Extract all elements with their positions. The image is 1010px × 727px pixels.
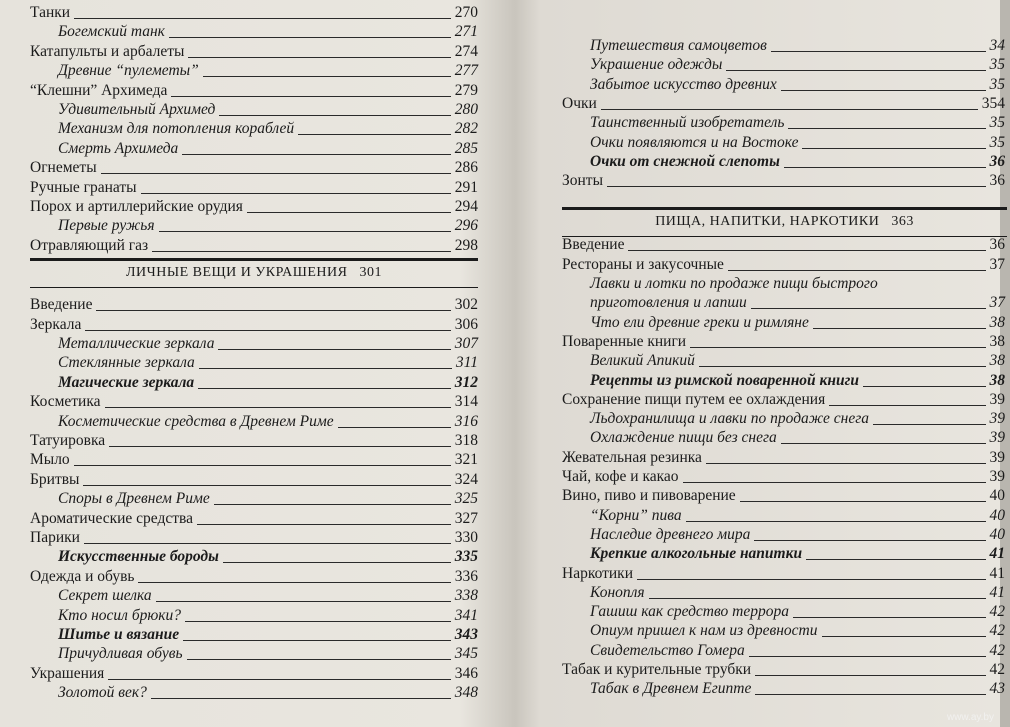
leader-line bbox=[105, 407, 451, 408]
leader-line bbox=[109, 446, 451, 447]
toc-entry-title: Забытое искусство древних bbox=[590, 75, 777, 93]
toc-entry-page: 285 bbox=[454, 139, 478, 157]
leader-line bbox=[197, 524, 451, 525]
leader-line bbox=[683, 482, 986, 483]
leader-line bbox=[338, 427, 451, 428]
leader-line bbox=[214, 504, 451, 505]
toc-entry bbox=[562, 254, 1005, 274]
section-title: ЛИЧНЫЕ ВЕЩИ И УКРАШЕНИЯ bbox=[126, 265, 348, 280]
toc-entry-page: 43 bbox=[989, 680, 1005, 698]
toc-entry-page: 318 bbox=[454, 432, 478, 449]
toc-entry-page: 280 bbox=[454, 101, 478, 118]
toc-entry-title: Украшение одежды bbox=[590, 56, 723, 74]
leader-line bbox=[159, 231, 451, 232]
toc-entry-title: Отравляющий газ bbox=[30, 236, 149, 254]
toc-entry bbox=[30, 2, 478, 22]
toc-entry-page: 35 bbox=[989, 133, 1005, 151]
leader-line bbox=[754, 540, 985, 541]
toc-entry-title: Таинственный изобретатель bbox=[590, 114, 785, 132]
leader-line bbox=[183, 640, 451, 641]
toc-entry-title: Лавки и лотки по продаже пищи быстрого bbox=[590, 275, 878, 292]
toc-entry-title: Введение bbox=[30, 296, 93, 314]
toc-entry-page: 346 bbox=[454, 664, 478, 682]
toc-entry-page: 42 bbox=[989, 661, 1005, 678]
toc-entry-title: Очки от снежной слепоты bbox=[590, 152, 780, 170]
toc-entry-title: Очки появляются и на Востоке bbox=[590, 133, 799, 151]
toc-entry bbox=[590, 427, 1005, 447]
toc-entry bbox=[590, 524, 1005, 544]
toc-entry-page: 42 bbox=[989, 603, 1005, 621]
toc-entry-page: 39 bbox=[989, 448, 1005, 466]
toc-entry-page: 42 bbox=[989, 622, 1005, 640]
toc-entry-title: Магические зеркала bbox=[58, 373, 195, 391]
leader-line bbox=[108, 679, 450, 680]
toc-entry-page: 39 bbox=[989, 468, 1005, 485]
toc-entry bbox=[30, 80, 478, 100]
toc-entry-title: приготовления и лапши bbox=[590, 294, 747, 312]
leader-line bbox=[188, 57, 450, 58]
toc-entry-title: Косметика bbox=[30, 393, 101, 411]
toc-entry bbox=[30, 527, 478, 547]
toc-entry-page: 36 bbox=[989, 236, 1005, 254]
toc-entry bbox=[590, 273, 1005, 293]
toc-entry bbox=[590, 370, 1005, 390]
toc-entry-title: Поваренные книги bbox=[562, 332, 687, 350]
toc-entry bbox=[590, 54, 1005, 74]
leader-line bbox=[101, 173, 451, 174]
toc-entry bbox=[590, 151, 1005, 171]
toc-entry bbox=[562, 659, 1005, 679]
heading-rule-bottom bbox=[30, 287, 478, 288]
leader-line bbox=[802, 148, 985, 149]
toc-entry-title: Бритвы bbox=[30, 470, 80, 488]
toc-entry-title: Введение bbox=[562, 236, 625, 254]
toc-entry-title: Стеклянные зеркала bbox=[58, 354, 195, 372]
toc-entry bbox=[58, 21, 478, 41]
toc-entry bbox=[590, 640, 1005, 660]
leader-line bbox=[198, 388, 451, 389]
toc-entry-title: Что ели древние греки и римляне bbox=[590, 313, 809, 331]
leader-line bbox=[637, 579, 985, 580]
leader-line bbox=[84, 543, 451, 544]
toc-entry-title: Кто носил брюки? bbox=[58, 606, 182, 624]
leader-line bbox=[771, 51, 986, 52]
leader-line bbox=[706, 463, 986, 464]
toc-entry bbox=[562, 563, 1005, 583]
right-toc-list bbox=[540, 0, 1010, 727]
leader-line bbox=[151, 698, 451, 699]
leader-line bbox=[751, 308, 986, 309]
leader-line bbox=[755, 675, 985, 676]
toc-entry bbox=[562, 389, 1005, 409]
toc-entry-page: 277 bbox=[454, 62, 478, 80]
toc-entry bbox=[562, 485, 1005, 505]
toc-entry bbox=[562, 447, 1005, 467]
toc-entry-page: 41 bbox=[989, 545, 1005, 563]
leader-line bbox=[298, 134, 451, 135]
toc-entry-title: Смерть Архимеда bbox=[58, 139, 179, 157]
watermark: www.ay.by bbox=[946, 712, 994, 723]
toc-entry bbox=[590, 74, 1005, 94]
leader-line bbox=[83, 485, 450, 486]
toc-entry-page: 291 bbox=[454, 178, 478, 196]
leader-line bbox=[219, 115, 450, 116]
toc-entry bbox=[58, 372, 478, 392]
toc-entry-title: “Клешни” Архимеда bbox=[30, 81, 168, 99]
toc-entry-page: 41 bbox=[989, 564, 1005, 582]
toc-entry-page: 40 bbox=[989, 487, 1005, 505]
leader-line bbox=[628, 250, 985, 251]
toc-entry-page: 345 bbox=[454, 645, 478, 663]
toc-entry-page: 341 bbox=[454, 606, 478, 624]
leader-line bbox=[85, 330, 450, 331]
toc-entry-page: 38 bbox=[989, 352, 1005, 370]
toc-entry-page: 41 bbox=[989, 583, 1005, 601]
toc-entry-title: Секрет шелка bbox=[58, 587, 152, 605]
toc-entry-title: Табак и курительные трубки bbox=[562, 661, 752, 678]
leader-line bbox=[726, 70, 985, 71]
toc-entry bbox=[30, 508, 478, 528]
toc-entry-title: Золотой век? bbox=[58, 684, 147, 702]
leader-line bbox=[247, 212, 451, 213]
toc-entry-title: Наследие древнего мира bbox=[590, 525, 751, 543]
toc-entry-title: Ручные гранаты bbox=[30, 178, 137, 196]
toc-entry-page: 321 bbox=[454, 451, 478, 469]
toc-entry bbox=[58, 99, 478, 119]
toc-entry bbox=[30, 449, 478, 469]
toc-entry-page: 35 bbox=[989, 75, 1005, 93]
leader-line bbox=[96, 310, 450, 311]
toc-entry-page: 40 bbox=[989, 525, 1005, 543]
toc-entry-page: 282 bbox=[454, 120, 478, 138]
toc-entry-title: Охлаждение пищи без снега bbox=[590, 429, 777, 447]
toc-entry bbox=[30, 430, 478, 450]
toc-entry-title: Металлические зеркала bbox=[58, 335, 215, 352]
leader-line bbox=[649, 598, 986, 599]
toc-entry bbox=[590, 582, 1005, 602]
toc-entry bbox=[58, 682, 478, 702]
toc-entry-page: 279 bbox=[454, 81, 478, 99]
toc-entry-page: 330 bbox=[454, 529, 478, 546]
toc-entry-page: 39 bbox=[989, 429, 1005, 447]
toc-entry-title: Наркотики bbox=[562, 564, 634, 582]
leader-line bbox=[171, 96, 450, 97]
toc-entry-page: 324 bbox=[454, 470, 478, 488]
toc-entry bbox=[58, 411, 478, 431]
toc-entry-title: Одежда и обувь bbox=[30, 567, 135, 585]
toc-entry-title: Рестораны и закусочные bbox=[562, 255, 724, 273]
toc-entry bbox=[590, 505, 1005, 525]
toc-entry-title: Древние “пулеметы” bbox=[58, 62, 199, 80]
leader-line bbox=[755, 694, 985, 695]
toc-entry bbox=[590, 678, 1005, 698]
toc-entry bbox=[58, 585, 478, 605]
toc-entry bbox=[58, 352, 478, 372]
toc-entry-page: 271 bbox=[454, 23, 478, 41]
leader-line bbox=[601, 109, 978, 110]
toc-entry bbox=[30, 41, 478, 61]
toc-entry-page: 294 bbox=[454, 198, 478, 215]
toc-entry-title: Первые ружья bbox=[58, 217, 155, 235]
toc-entry bbox=[58, 118, 478, 138]
toc-entry-title: Путешествия самоцветов bbox=[590, 37, 767, 54]
toc-entry-title: Ароматические средства bbox=[30, 509, 194, 527]
toc-entry bbox=[58, 138, 478, 158]
toc-entry-page: 298 bbox=[454, 236, 478, 254]
toc-entry-page: 38 bbox=[989, 371, 1005, 389]
toc-entry-title: Причудливая обувь bbox=[58, 645, 183, 663]
toc-entry-title: “Корни” пива bbox=[590, 506, 682, 524]
toc-entry bbox=[562, 234, 1005, 254]
toc-entry-page: 316 bbox=[454, 412, 478, 430]
toc-entry bbox=[590, 620, 1005, 640]
toc-entry-page: 35 bbox=[989, 56, 1005, 74]
toc-entry bbox=[30, 196, 478, 216]
section-page: 363 bbox=[891, 214, 914, 229]
toc-entry-page: 343 bbox=[454, 626, 478, 643]
leader-line bbox=[187, 659, 451, 660]
toc-entry-title: Удивительный Архимед bbox=[58, 101, 216, 118]
toc-entry bbox=[562, 466, 1005, 486]
leader-line bbox=[806, 559, 985, 560]
toc-entry bbox=[58, 605, 478, 625]
leader-line bbox=[781, 90, 986, 91]
leader-line bbox=[182, 154, 450, 155]
leader-line bbox=[199, 368, 452, 369]
toc-entry-title: Великий Апикий bbox=[590, 352, 695, 370]
toc-entry-page: 336 bbox=[454, 567, 478, 585]
section-heading-right bbox=[562, 207, 1007, 237]
toc-entry bbox=[562, 331, 1005, 351]
toc-entry-title: Зеркала bbox=[30, 315, 82, 333]
toc-entry-title: Украшения bbox=[30, 664, 105, 682]
toc-entry bbox=[590, 292, 1005, 312]
toc-entry-title: Жевательная резинка bbox=[562, 448, 702, 466]
leader-line bbox=[728, 270, 986, 271]
toc-entry-page: 306 bbox=[454, 315, 478, 333]
toc-entry bbox=[30, 566, 478, 586]
leader-line bbox=[141, 193, 451, 194]
toc-entry-page: 36 bbox=[989, 152, 1005, 170]
toc-entry-page: 36 bbox=[989, 172, 1005, 190]
toc-entry-page: 338 bbox=[454, 587, 478, 605]
leader-line bbox=[749, 656, 986, 657]
leader-line bbox=[74, 465, 451, 466]
leader-line bbox=[223, 562, 451, 563]
section-title: ПИЩА, НАПИТКИ, НАРКОТИКИ bbox=[655, 214, 880, 229]
toc-entry-page: 296 bbox=[454, 217, 478, 235]
leader-line bbox=[169, 37, 451, 38]
toc-entry bbox=[58, 624, 478, 644]
toc-entry-page: 42 bbox=[989, 641, 1005, 659]
leader-line bbox=[784, 167, 986, 168]
toc-entry bbox=[58, 333, 478, 353]
leader-line bbox=[203, 76, 451, 77]
toc-entry-title: Табак в Древнем Египте bbox=[590, 680, 752, 698]
leader-line bbox=[793, 617, 986, 618]
toc-entry bbox=[562, 170, 1005, 190]
toc-entry-title: Опиум пришел к нам из древности bbox=[590, 622, 818, 640]
toc-entry-title: Мыло bbox=[30, 451, 70, 469]
toc-entry bbox=[562, 93, 1005, 113]
toc-entry-title: Огнеметы bbox=[30, 159, 97, 177]
toc-entry bbox=[590, 601, 1005, 621]
toc-entry-title: Сохранение пищи путем ее охлаждения bbox=[562, 390, 826, 408]
leader-line bbox=[185, 621, 451, 622]
toc-entry-title: Конопля bbox=[590, 583, 645, 601]
toc-entry-title: Механизм для потопления кораблей bbox=[58, 120, 295, 138]
heading-rule-bottom bbox=[562, 236, 1007, 237]
toc-entry bbox=[30, 391, 478, 411]
heading-rule-top bbox=[30, 258, 478, 261]
toc-entry-page: 35 bbox=[989, 114, 1005, 132]
toc-entry bbox=[30, 663, 478, 683]
toc-entry-page: 38 bbox=[989, 313, 1005, 331]
heading-rule-top bbox=[562, 207, 1007, 210]
leader-line bbox=[152, 251, 451, 252]
toc-entry bbox=[58, 643, 478, 663]
toc-entry-title: Чай, кофе и какао bbox=[562, 468, 679, 485]
toc-entry-title: Споры в Древнем Риме bbox=[58, 490, 210, 508]
toc-entry-page: 37 bbox=[989, 294, 1005, 312]
toc-entry-title: Крепкие алкогольные напитки bbox=[590, 545, 803, 563]
leader-line bbox=[740, 501, 986, 502]
toc-entry-page: 37 bbox=[989, 255, 1005, 273]
toc-entry-title: Порох и артиллерийские орудия bbox=[30, 198, 243, 215]
toc-entry-page: 286 bbox=[454, 159, 478, 177]
toc-entry bbox=[30, 235, 478, 255]
toc-entry-page: 34 bbox=[989, 37, 1005, 54]
toc-entry-page: 311 bbox=[455, 354, 478, 372]
toc-entry-title: Косметические средства в Древнем Риме bbox=[58, 412, 334, 430]
toc-entry-page: 38 bbox=[989, 332, 1005, 350]
toc-entry-page: 302 bbox=[454, 296, 478, 314]
leader-line bbox=[74, 18, 451, 19]
toc-entry-title: Танки bbox=[30, 4, 71, 21]
toc-entry bbox=[590, 112, 1005, 132]
toc-entry-title: Рецепты из римской поваренной книги bbox=[590, 371, 859, 389]
section-heading-left bbox=[30, 258, 478, 288]
section-page: 301 bbox=[359, 265, 382, 280]
toc-entry-page: 348 bbox=[454, 684, 478, 702]
toc-entry-page: 274 bbox=[454, 42, 478, 60]
toc-entry-page: 270 bbox=[454, 4, 478, 21]
leader-line bbox=[813, 328, 986, 329]
toc-entry-title: Парики bbox=[30, 529, 80, 546]
leader-line bbox=[138, 582, 450, 583]
toc-entry bbox=[58, 215, 478, 235]
toc-entry-page: 307 bbox=[454, 335, 478, 352]
toc-entry-page: 312 bbox=[454, 373, 478, 391]
toc-entry-title: Очки bbox=[562, 94, 597, 112]
toc-entry bbox=[58, 488, 478, 508]
toc-entry bbox=[590, 132, 1005, 152]
leader-line bbox=[156, 601, 451, 602]
toc-entry-title: Зонты bbox=[562, 172, 603, 190]
toc-entry bbox=[590, 350, 1005, 370]
leader-line bbox=[699, 366, 986, 367]
toc-entry-page: 325 bbox=[454, 490, 478, 508]
toc-entry-title: Гашиш как средство террора bbox=[590, 603, 789, 621]
toc-entry bbox=[58, 546, 478, 566]
toc-entry-page: 39 bbox=[989, 390, 1005, 408]
toc-entry-page: 40 bbox=[989, 506, 1005, 524]
toc-entry bbox=[590, 35, 1005, 55]
toc-entry bbox=[590, 543, 1005, 563]
toc-entry-title: Татуировка bbox=[30, 432, 106, 449]
toc-entry bbox=[590, 312, 1005, 332]
leader-line bbox=[863, 386, 986, 387]
leader-line bbox=[873, 424, 985, 425]
leader-line bbox=[686, 521, 986, 522]
toc-entry-title: Свидетельство Гомера bbox=[590, 641, 745, 659]
leader-line bbox=[788, 128, 985, 129]
toc-entry bbox=[30, 314, 478, 334]
toc-entry-page: 314 bbox=[454, 393, 478, 411]
toc-entry bbox=[590, 408, 1005, 428]
toc-entry-title: Искусственные бороды bbox=[58, 548, 219, 566]
toc-entry bbox=[30, 177, 478, 197]
toc-entry-title: Богемский танк bbox=[58, 23, 165, 41]
leader-line bbox=[829, 405, 985, 406]
toc-entry-title: Шитье и вязание bbox=[58, 626, 180, 643]
leader-line bbox=[607, 186, 986, 187]
toc-entry-page: 327 bbox=[454, 509, 478, 527]
leader-line bbox=[690, 347, 985, 348]
toc-entry-title: Катапульты и арбалеты bbox=[30, 42, 185, 60]
leader-line bbox=[218, 349, 450, 350]
toc-entry bbox=[58, 60, 478, 80]
toc-entry bbox=[30, 294, 478, 314]
toc-entry-title: Вино, пиво и пивоварение bbox=[562, 487, 736, 505]
toc-entry bbox=[30, 157, 478, 177]
toc-entry-title: Льдохранилища и лавки по продаже снега bbox=[590, 410, 870, 428]
toc-entry bbox=[30, 469, 478, 489]
leader-line bbox=[822, 636, 986, 637]
toc-entry-page: 335 bbox=[454, 548, 478, 566]
leader-line bbox=[781, 443, 986, 444]
toc-entry-page: 354 bbox=[981, 94, 1005, 112]
toc-entry-page: 39 bbox=[989, 410, 1005, 428]
